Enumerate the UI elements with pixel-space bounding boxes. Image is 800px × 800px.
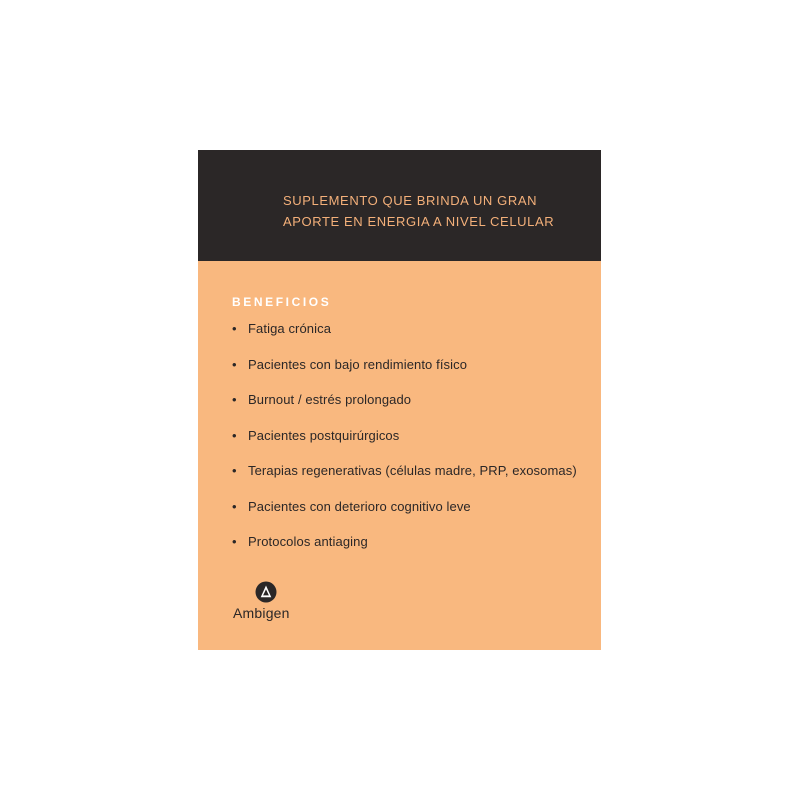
benefit-text: Pacientes con deterioro cognitivo leve — [248, 498, 471, 514]
headline — [283, 190, 583, 232]
benefit-text: Burnout / estrés prolongado — [248, 392, 412, 407]
bullet-icon: • — [232, 321, 237, 336]
bullet-icon: • — [232, 392, 237, 407]
bullet-icon: • — [232, 427, 237, 443]
benefit-text: Fatiga crónica — [248, 321, 332, 336]
benefit-text: Protocolos antiaging — [248, 534, 368, 549]
headline-line-2: APORTE EN ENERGIA A NIVEL CELULAR — [283, 214, 555, 229]
ambigen-logo-icon — [255, 581, 277, 603]
brand-logo — [223, 580, 293, 622]
bullet-icon: • — [232, 498, 237, 514]
product-info-card — [198, 150, 601, 650]
benefit-text: Terapias regenerativas (células madre, PRP, exosomas) — [248, 463, 577, 478]
benefit-text: Pacientes con bajo rendimiento físico — [248, 356, 468, 372]
brand-name: Ambigen — [233, 605, 290, 621]
bullet-icon: • — [232, 463, 237, 478]
header-band — [198, 150, 601, 261]
benefit-text: Pacientes postquirúrgicos — [248, 427, 400, 443]
bullet-icon: • — [232, 356, 237, 372]
bullet-icon: • — [232, 534, 237, 549]
headline-line-1: SUPLEMENTO QUE BRINDA UN GRAN — [283, 193, 538, 208]
benefits-title: BENEFICIOS — [232, 295, 332, 309]
